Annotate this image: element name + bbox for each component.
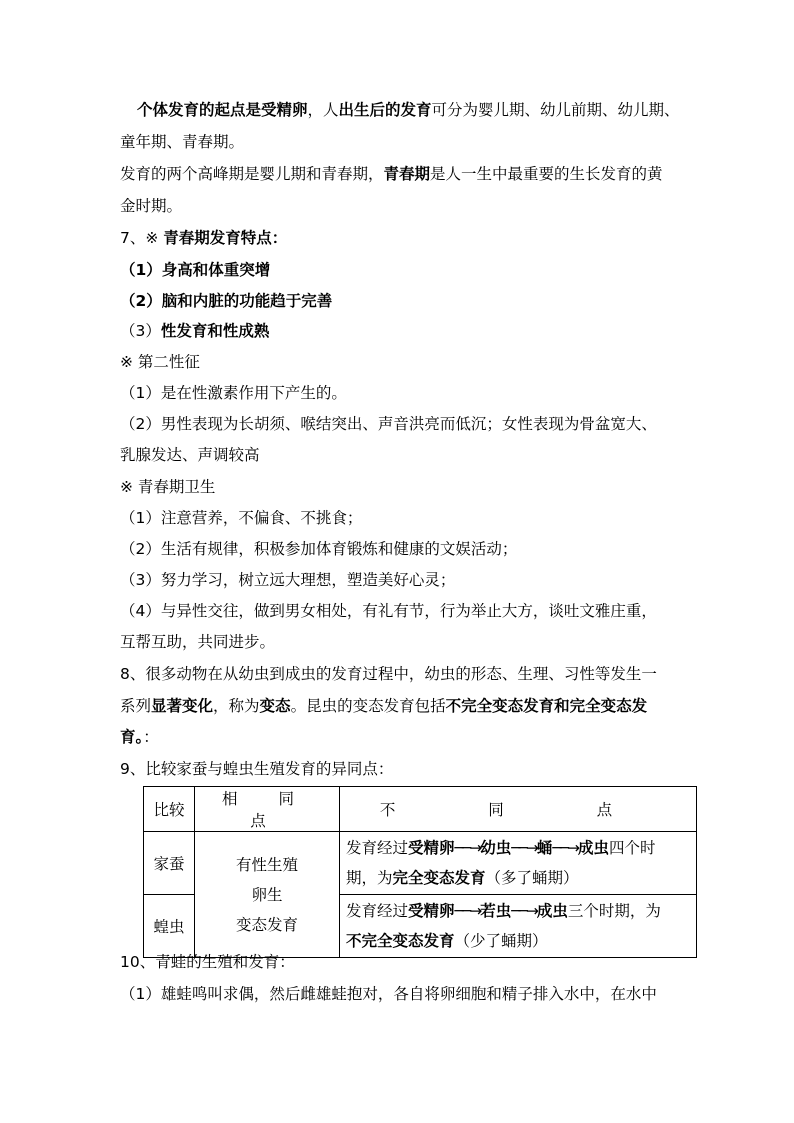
p2-line2: 金时期。	[120, 197, 183, 215]
header-diff: 不 同 点	[340, 787, 697, 832]
s8-line1: 8、很多动物在从幼虫到成虫的发育过程中，幼虫的形态、生理、习性等发生一	[120, 665, 657, 683]
s7-sub2-item4-line1: （4）与异性交往，做到男女相处，有礼有节，行为举止大方，谈吐文雅庄重，	[120, 602, 657, 620]
p2-line1: 发育的两个高峰期是婴儿期和青春期，青春期是人一生中最重要的生长发育的黄	[120, 165, 663, 183]
s7-item3: （3）性发育和性成熟	[120, 322, 270, 340]
s10-heading: 10、青蛙的生殖和发育：	[120, 953, 295, 971]
same-points-cell: 有性生殖 卵生 变态发育	[195, 832, 340, 958]
s7-item2: （2）脑和内脏的功能趋于完善	[120, 292, 333, 310]
diff-silkworm: 发育经过受精卵──→幼虫──→蛹──→成虫四个时 期，为完全变态发育（多了蛹期）	[340, 832, 697, 895]
s7-heading: 7、※ 青春期发育特点：	[120, 229, 288, 247]
diff-locust: 发育经过受精卵──→若虫──→成虫三个时期，为 不完全变态发育（少了蛹期）	[340, 895, 697, 958]
s7-sub1-item1: （1）是在性激素作用下产生的。	[120, 384, 347, 402]
s7-sub1-item2-line1: （2）男性表现为长胡须、喉结突出、声音洪亮而低沉；女性表现为骨盆宽大、	[120, 415, 657, 433]
s7-item1: （1）身高和体重突增	[120, 261, 271, 279]
row-name-locust: 蝗虫	[144, 895, 195, 958]
s8-line2: 系列显著变化，称为变态。昆虫的变态发育包括不完全变态发育和完全变态发	[120, 697, 648, 715]
s7-sub2-item1: （1）注意营养，不偏食、不挑食；	[120, 509, 363, 527]
table-header-row	[144, 787, 697, 832]
s7-sub1-title: ※ 第二性征	[120, 353, 200, 371]
s7-sub2-title: ※ 青春期卫生	[120, 478, 216, 496]
s9-heading: 9、比较家蚕与蝗虫生殖发育的异同点：	[120, 760, 394, 778]
row-name-silkworm: 家蚕	[144, 832, 195, 895]
s10-item1: （1）雄蛙鸣叫求偶，然后雌雄蛙抱对，各自将卵细胞和精子排入水中，在水中	[120, 985, 657, 1003]
s7-sub2-item4-line2: 互帮互助，共同进步。	[120, 633, 276, 651]
p1-line1: 个体发育的起点是受精卵，人出生后的发育可分为婴儿期、幼儿前期、幼儿期、	[137, 101, 680, 119]
header-compare: 比较	[144, 787, 195, 832]
comparison-table	[143, 786, 697, 958]
s7-sub2-item2: （2）生活有规律，积极参加体育锻炼和健康的文娱活动；	[120, 540, 518, 558]
p1-line2: 童年期、青春期。	[120, 133, 245, 151]
header-same: 相 同 点	[195, 787, 340, 832]
s8-line3: 育。：	[120, 728, 159, 746]
table-row-silkworm	[144, 832, 697, 895]
s7-sub2-item3: （3）努力学习，树立远大理想，塑造美好心灵；	[120, 571, 456, 589]
s7-sub1-item2-line2: 乳腺发达、声调较高	[120, 446, 260, 464]
